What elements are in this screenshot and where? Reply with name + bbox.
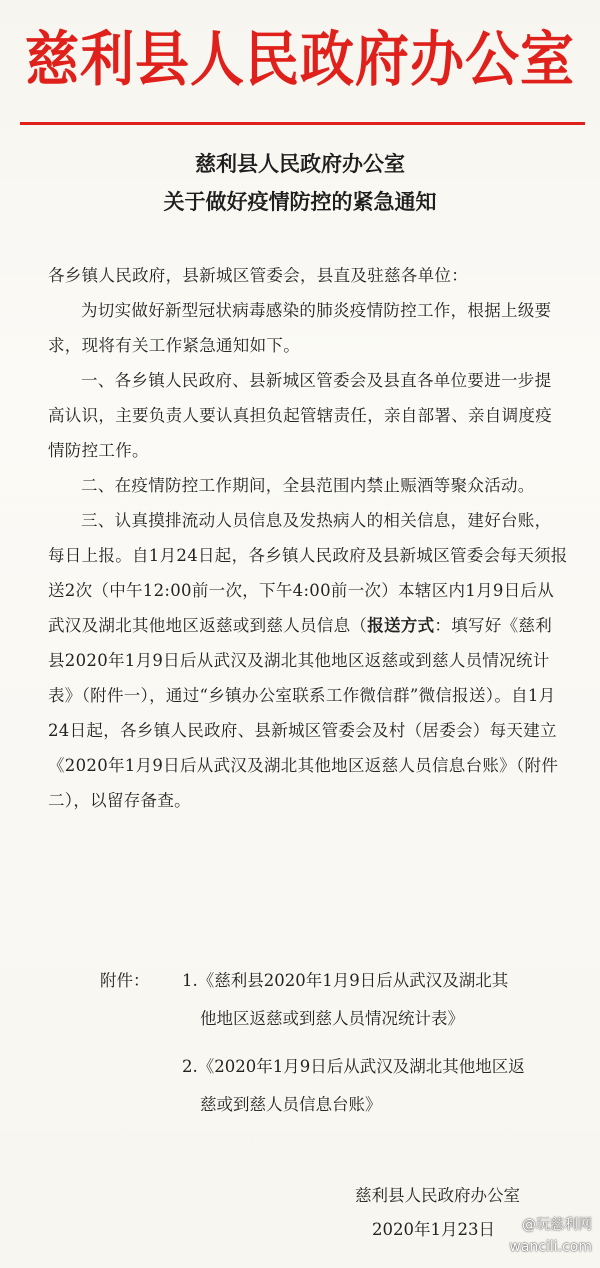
- intro-paragraph: 为切实做好新型冠状病毒感染的肺炎疫情防控工作，根据上级要求，现将有关工作紧急通知如下。: [48, 301, 552, 355]
- document-title-line1: 慈利县人民政府办公室: [195, 152, 405, 176]
- attachment-title-line1: 《2020年1月9日后从武汉及湖北其他地区返: [197, 1057, 525, 1076]
- red-header-org-name: 慈利县人民政府办公室: [25, 24, 575, 95]
- item-3-paragraph: [48, 503, 568, 818]
- signature-date: 2020年1月23日: [372, 1220, 495, 1239]
- watermark-line2: wancili.com: [509, 1239, 592, 1255]
- item-3-bold-label: 报送方式: [367, 616, 435, 635]
- attachments-label: 附件：: [100, 971, 150, 990]
- watermark-line1: @玩慈利网: [522, 1217, 592, 1233]
- watermark: [488, 1214, 592, 1258]
- salutation: 各乡镇人民政府，县新城区管委会，县直及驻慈各单位：: [48, 266, 468, 285]
- attachment-title-line2: 他地区返慈或到慈人员情况统计表》: [200, 1009, 464, 1028]
- red-header-rule: [20, 122, 585, 125]
- attachment-title-line2: 慈或到慈人员信息台账》: [200, 1095, 382, 1114]
- signature-org: 慈利县人民政府办公室: [355, 1186, 520, 1205]
- attachment-title-line1: 《慈利县2020年1月9日后从武汉及湖北其: [197, 971, 509, 990]
- attachment-item: [182, 1048, 570, 1124]
- item-2-paragraph: 二、在疫情防控工作期间，全县范围内禁止赈酒等聚众活动。: [81, 476, 535, 495]
- document-body: [48, 258, 568, 818]
- item-1-paragraph: 一、各乡镇人民政府、县新城区管委会及县直各单位要进一步提高认识，主要负责人要认真担负起管辖责任，亲自部署、亲自调度疫情防控工作。: [48, 371, 552, 460]
- attachment-number: 1.: [182, 971, 198, 990]
- attachment-number: 2.: [182, 1057, 198, 1076]
- document-title-line2: 关于做好疫情防控的紧急通知: [163, 190, 437, 214]
- item-3-text-b: ：填写好《慈利县2020年1月9日后从武汉及湖北其他地区返慈或到慈人员情况统计表》（附件一），通过“乡镇办公室联系工作微信群”微信报送）。自1月24日起，各乡镇人民政府、县新城区管委会及村（居委会）每天建立《2020年1月9日后从武汉及湖北其他地区返慈人员信息台账》（附件二），以留存备查。: [48, 616, 559, 810]
- attachment-item: [182, 962, 570, 1038]
- item-3-text-a: 三、认真摸排流动人员信息及发热病人的相关信息，建好台账，每日上报。自1月24日起，各乡镇人民政府及县新城区管委会每天须报送2次（中午12:00前一次，下午4:00前一次）本辖区内1月9日后从武汉及湖北其他地区返慈或到慈人员信息（: [48, 511, 568, 635]
- attachments-block: [100, 962, 570, 1134]
